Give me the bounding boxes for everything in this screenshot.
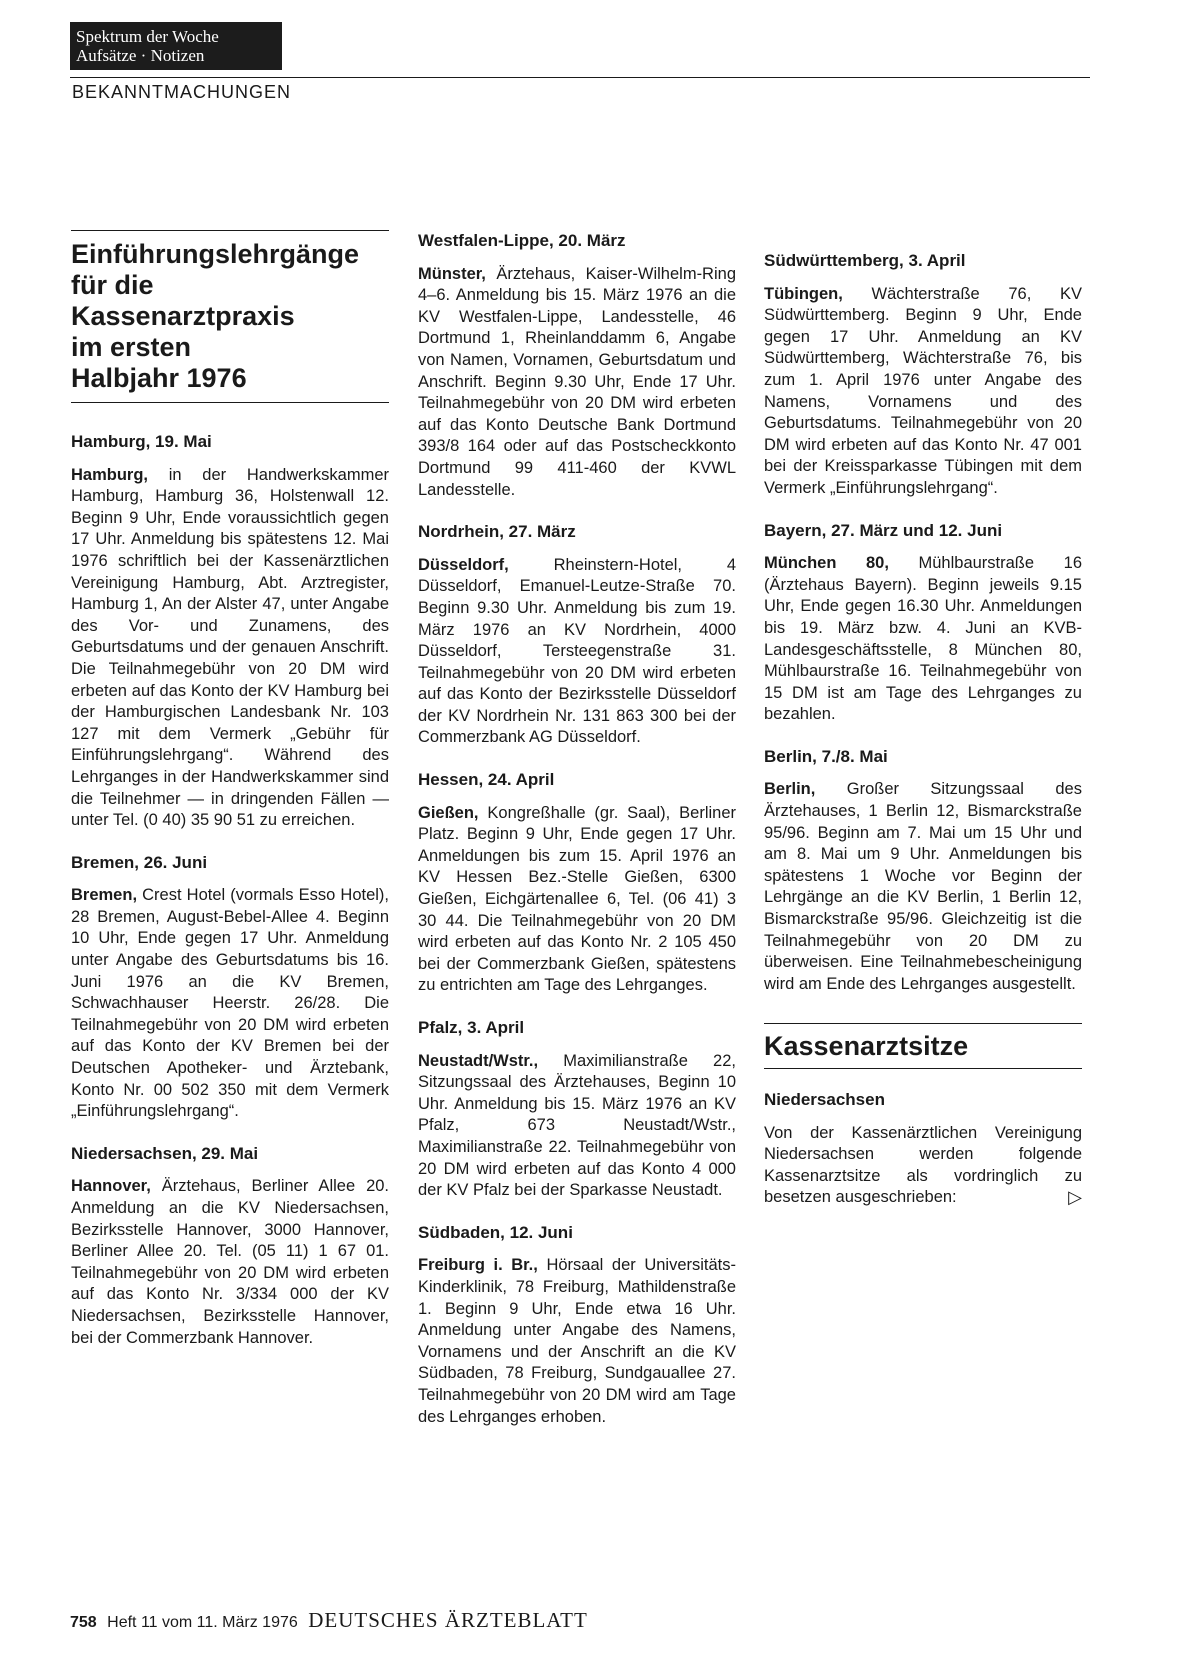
section-body [418,803,736,997]
section-text: Ärztehaus, Kaiser-Wilhelm-Ring 4–6. Anmeldung bis 15. März 1976 an die KV Westfalen-Lippe, Landesstelle, 46 Dortmund 1, Rheinlanddamm 6, Angabe von Namen, Vornamen, Geburtsdatum und Anschrift. Beginn 9.30 Uhr, Ende 17 Uhr. Teilnahmegebühr von 20 DM wird erbeten auf das Konto Deutsche Bank Dortmund 393/8 164 oder auf das Postscheckkonto Dortmund 99 411-460 der KVWL Landesstelle. [418,264,736,499]
section-text: Hörsaal der Universitäts-Kinderklinik, 78 Freiburg, Mathildenstraße 1. Beginn 9 Uhr, Ende etwa 16 Uhr. Anmeldung unter Angabe des Namens, Vornamens und der Anschrift an die KV Südbaden, 78 Freiburg, Sundgauallee 27. Teilnahmegebühr von 20 DM wird am Tage des Lehrganges erhoben. [418,1256,737,1426]
section-city: Neustadt/Wstr., [418,1051,539,1070]
section-body [418,264,736,502]
badge-line-2: Aufsätze · Notizen [76,46,205,65]
page-number: 758 [70,1614,97,1631]
section-city: Gießen, [418,803,479,822]
article-title [71,239,389,394]
section-title: Bayern, 27. März und 12. Juni [764,520,1003,540]
column-2 [418,230,736,1428]
column-3 [764,230,1082,1209]
kassenarztsitze-body [764,1123,1082,1209]
kassenarztsitze-rule-top [764,1023,1082,1024]
kassenarztsitze-subtitle: Niedersachsen [764,1090,885,1109]
section-city: Bremen, [71,886,138,905]
kassenarztsitze-text: Von der Kassenärztlichen Vereinigung Niedersachsen werden folgende Kassenarztsitze als vordringlich zu besetzen ausgeschrieben: [764,1123,1082,1207]
section-body [418,555,736,749]
section-body [418,1255,736,1428]
section-body [764,284,1082,500]
section-label: BEKANNTMACHUNGEN [72,82,292,102]
section-body [71,1176,389,1349]
section-title: Berlin, 7./8. Mai [764,746,888,766]
section-title: Bremen, 26. Juni [71,852,208,872]
title-line: für die [71,270,154,300]
section-title: Südbaden, 12. Juni [418,1222,573,1242]
section-city: Düsseldorf, [418,555,509,574]
section-city: Hannover, [71,1177,151,1196]
section-text: Kongreßhalle (gr. Saal), Berliner Platz. Beginn 9 Uhr, Ende gegen 17 Uhr. Anmeldungen bis zum 15. April 1976 an KV Hessen Bez.-Stelle Gießen, 6300 Gießen, Eichgärtenallee 6, Tel. (06 41) 3 30 44. Die Teilnahmegebühr von 20 DM wird erbeten auf das Konto Nr. 2 105 450 bei der Commerzbank Gießen, spätestens zu entrichten am Tage des Lehrganges. [418,803,736,995]
section-title: Pfalz, 3. April [418,1018,525,1037]
section-body [764,553,1082,726]
section-text: Maximilianstraße 22, Sitzungssaal des Ärztehauses, Beginn 10 Uhr. Anmeldung bis 15. März 1976 an KV Pfalz, 673 Neustadt/Wstr., Maximilianstraße 22. Teilnahmegebühr von 20 DM wird erbeten auf das Konto 4 000 der KV Pfalz bei der Sparkasse Neustadt. [418,1051,736,1200]
title-rule-top [71,230,389,231]
title-rule-bottom [71,402,389,403]
title-line: Einführungslehrgänge [71,239,360,269]
section-text: Crest Hotel (vormals Esso Hotel), 28 Bremen, August-Bebel-Allee 4. Beginn 10 Uhr, Ende gegen 17 Uhr. Anmeldung unter Angabe des Geburtsdatums bis 16. Juni 1976 an die KV Bremen, Schwachhauser Heerstr. 26/28. Die Teilnahmegebühr von 20 DM wird erbeten auf das Konto der KV Bremen bei der Deutschen Apotheker- und Ärztebank, Konto Nr. 00 502 350 mit dem Vermerk „Einführungslehrgang“. [71,886,389,1121]
section-text: Mühlbaurstraße 16 (Ärztehaus Bayern). Beginn jeweils 9.15 Uhr, Ende gegen 16.30 Uhr. Anmeldungen bis 19. März bzw. 4. Juni an KVB-Landesgeschäftsstelle, 8 München 80, Mühlbaurstraße 16. Teilnahmegebühr von 15 DM ist am Tage des Lehrganges zu bezahlen. [764,554,1082,724]
section-city: Tübingen, [764,284,843,303]
section-text: Wächterstraße 76, KV Südwürttemberg. Beginn 9 Uhr, Ende gegen 17 Uhr. Anmeldung an KV Südwürttemberg, Wächterstraße 76, bis zum 1. April 1976 unter Angabe des Namens, Vornamens und des Geburtsdatums. Teilnahmegebühr von 20 DM wird erbeten auf das Konto Nr. 47 001 bei der Kreissparkasse Tübingen mit dem Vermerk „Einführungslehrgang“. [764,284,1083,497]
header-rule [70,77,1090,78]
kassenarztsitze-title: Kassenarztsitze [764,1031,969,1062]
kassenarztsitze-rule-bottom [764,1068,1082,1069]
section-body [418,1051,736,1202]
section-body [764,779,1082,995]
title-line: im ersten [71,332,192,362]
section-text: Rheinstern-Hotel, 4 Düsseldorf, Emanuel-Leutze-Straße 70. Beginn 9.30 Uhr. Anmeldung bis zum 19. März 1976 an KV Nordrhein, 4000 Düsseldorf, Tersteegenstraße 31. Teilnahmegebühr von 20 DM wird erbeten auf das Konto der Bezirksstelle Düsseldorf der KV Nordrhein Nr. 131 863 300 bei der Commerzbank AG Düsseldorf. [418,555,736,747]
section-badge [70,22,282,70]
page-footer [70,1608,588,1633]
journal-name: DEUTSCHES ÄRZTEBLATT [308,1608,588,1632]
badge-line-1: Spektrum der Woche [76,27,219,46]
issue-info: Heft 11 vom 11. März 1976 [107,1614,298,1631]
section-text: in der Handwerkskammer Hamburg, Hamburg 36, Holstenwall 12. Beginn 9 Uhr, Ende voraussichtlich gegen 17 Uhr. Anmeldung bis spätestens 12. Mai 1976 schriftlich bei der Kassenärztlichen Vereinigung Hamburg, Abt. Arztregister, Hamburg 1, An der Alster 47, unter Angabe des Vor- und Zunamens, des Geburtsdatums und der genauen Anschrift. Die Teilnahmegebühr von 20 DM wird erbeten auf das Konto der KV Hamburg bei der Hamburgischen Landesbank Nr. 103 127 mit dem Vermerk „Gebühr für Einführungslehrgang“. Während des Lehrganges in der Handwerkskammer sind die Teilnehmer — in dringenden Fällen — unter Tel. (0 40) 35 90 51 zu erreichen. [71,465,389,830]
column-1 [71,230,389,1349]
section-title: Hessen, 24. April [418,770,555,790]
section-city: Freiburg i. Br., [418,1256,538,1275]
title-line: Halbjahr 1976 [71,363,247,393]
section-city: Münster, [418,264,486,283]
section-city: München 80, [764,554,889,573]
section-text: Großer Sitzungssaal des Ärztehauses, 1 Berlin 12, Bismarckstraße 95/96. Beginn am 7. Mai um 15 Uhr und am 8. Mai um 9 Uhr. Anmeldungen bis spätestens 1 Woche vor Beginn der Lehrgänge an die KV Berlin, 1 Berlin 12, Bismarckstraße 95/96. Gleichzeitig ist die Teilnahmegebühr von 20 DM zu überweisen. Eine Teilnahmebescheinigung wird am Ende des Lehrganges ausgestellt. [764,780,1082,993]
section-text: Ärztehaus, Berliner Allee 20. Anmeldung an die KV Niedersachsen, Bezirksstelle Hannover, 3000 Hannover, Berliner Allee 20. Tel. (05 11) 1 67 01. Teilnahmegebühr von 20 DM wird erbeten auf das Konto Nr. 3/334 000 der KV Niedersachsen, Bezirksstelle Hannover, bei der Commerzbank Hannover. [71,1177,390,1347]
section-title: Westfalen-Lippe, 20. März [418,231,626,250]
continue-arrow-icon: ▷ [1068,1187,1082,1208]
section-city: Berlin, [764,780,816,799]
section-title: Niedersachsen, 29. Mai [71,1143,259,1163]
section-city: Hamburg, [71,465,149,484]
title-line: Kassenarztpraxis [71,301,295,331]
section-title: Hamburg, 19. Mai [71,432,212,451]
section-title: Nordrhein, 27. März [418,522,576,542]
section-body [71,465,389,832]
section-title: Südwürttemberg, 3. April [764,251,966,270]
section-body [71,885,389,1123]
